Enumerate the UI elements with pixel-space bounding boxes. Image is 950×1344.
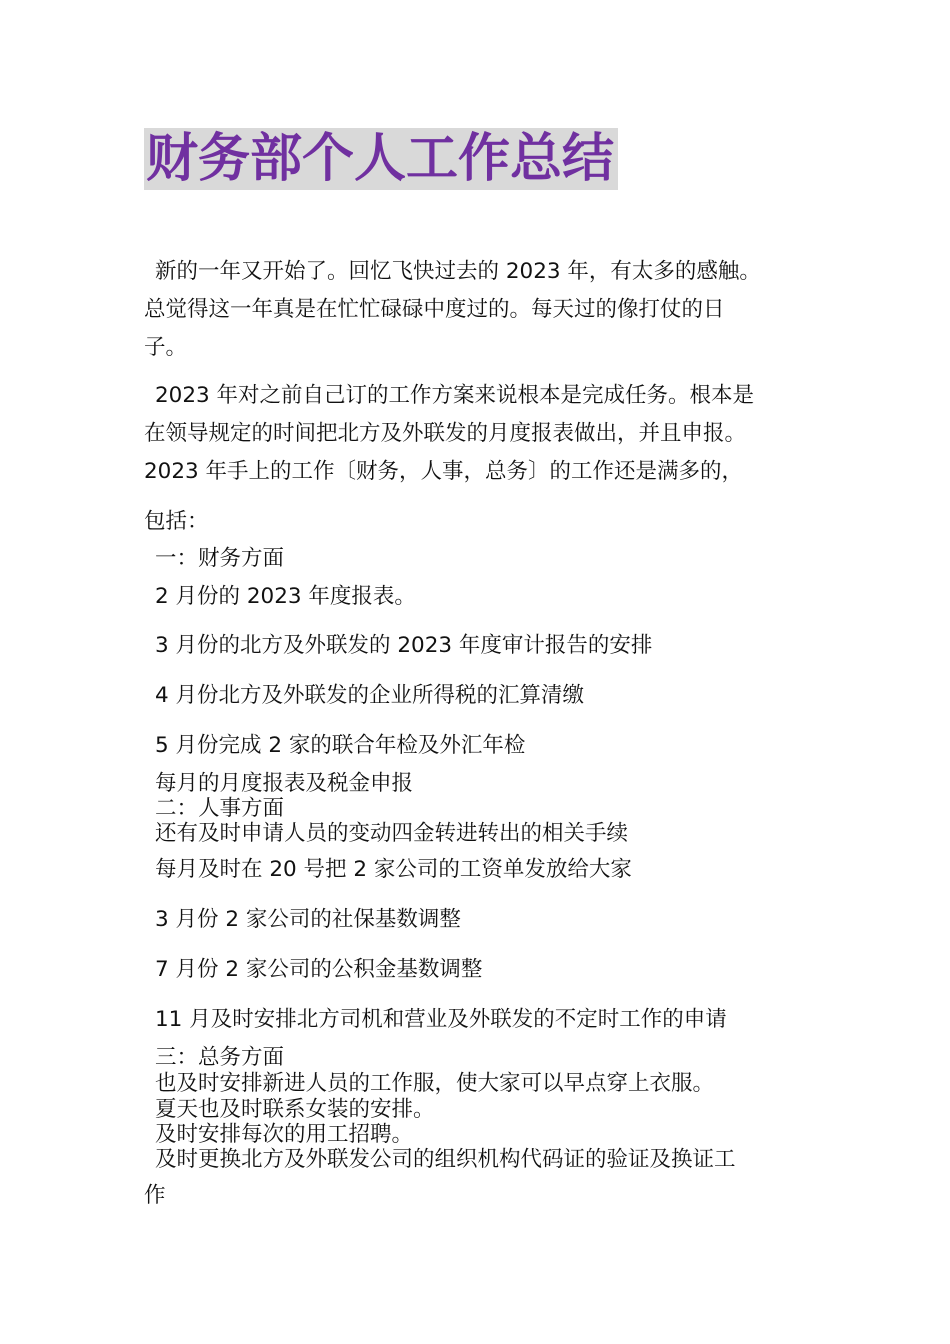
list-item: 夏天也及时联系女装的安排。 bbox=[155, 1097, 435, 1122]
list-item: 4 月份北方及外联发的企业所得税的汇算清缴 bbox=[155, 683, 585, 708]
list-item: 3 月份的北方及外联发的 2023 年度审计报告的安排 bbox=[155, 633, 653, 658]
paragraph-line: 2023 年对之前自己订的工作方案来说根本是完成任务。根本是 bbox=[155, 383, 755, 408]
document-title: 财务部个人工作总结 bbox=[144, 128, 618, 190]
paragraph-line: 新的一年又开始了。回忆飞快过去的 2023 年，有太多的感触。 bbox=[155, 259, 761, 284]
list-item: 及时更换北方及外联发公司的组织机构代码证的验证及换证工 bbox=[155, 1147, 736, 1172]
list-item: 每月及时在 20 号把 2 家公司的工资单发放给大家 bbox=[155, 857, 632, 882]
paragraph-line: 2023 年手上的工作〔财务，人事，总务〕的工作还是满多的， bbox=[144, 459, 744, 484]
includes-label: 包括： bbox=[144, 509, 209, 534]
list-item: 3 月份 2 家公司的社保基数调整 bbox=[155, 907, 461, 932]
list-item: 还有及时申请人员的变动四金转进转出的相关手续 bbox=[155, 821, 629, 846]
list-item: 7 月份 2 家公司的公积金基数调整 bbox=[155, 957, 483, 982]
list-item: 5 月份完成 2 家的联合年检及外汇年检 bbox=[155, 733, 526, 758]
list-item: 11 月及时安排北方司机和营业及外联发的不定时工作的申请 bbox=[155, 1007, 727, 1032]
section-heading-hr: 二：人事方面 bbox=[155, 796, 285, 821]
paragraph-line: 子。 bbox=[144, 335, 188, 360]
list-item: 每月的月度报表及税金申报 bbox=[155, 771, 414, 796]
paragraph-line: 在领导规定的时间把北方及外联发的月度报表做出，并且申报。 bbox=[144, 421, 747, 446]
paragraph-line: 总觉得这一年真是在忙忙碌碌中度过的。每天过的像打仗的日 bbox=[144, 297, 725, 322]
list-item: 也及时安排新进人员的工作服，使大家可以早点穿上衣服。 bbox=[155, 1071, 715, 1096]
list-item: 2 月份的 2023 年度报表。 bbox=[155, 584, 416, 609]
section-heading-finance: 一：财务方面 bbox=[155, 546, 285, 571]
list-item: 及时安排每次的用工招聘。 bbox=[155, 1122, 414, 1147]
list-item-continuation: 作 bbox=[144, 1183, 166, 1208]
section-heading-admin: 三：总务方面 bbox=[155, 1045, 285, 1070]
